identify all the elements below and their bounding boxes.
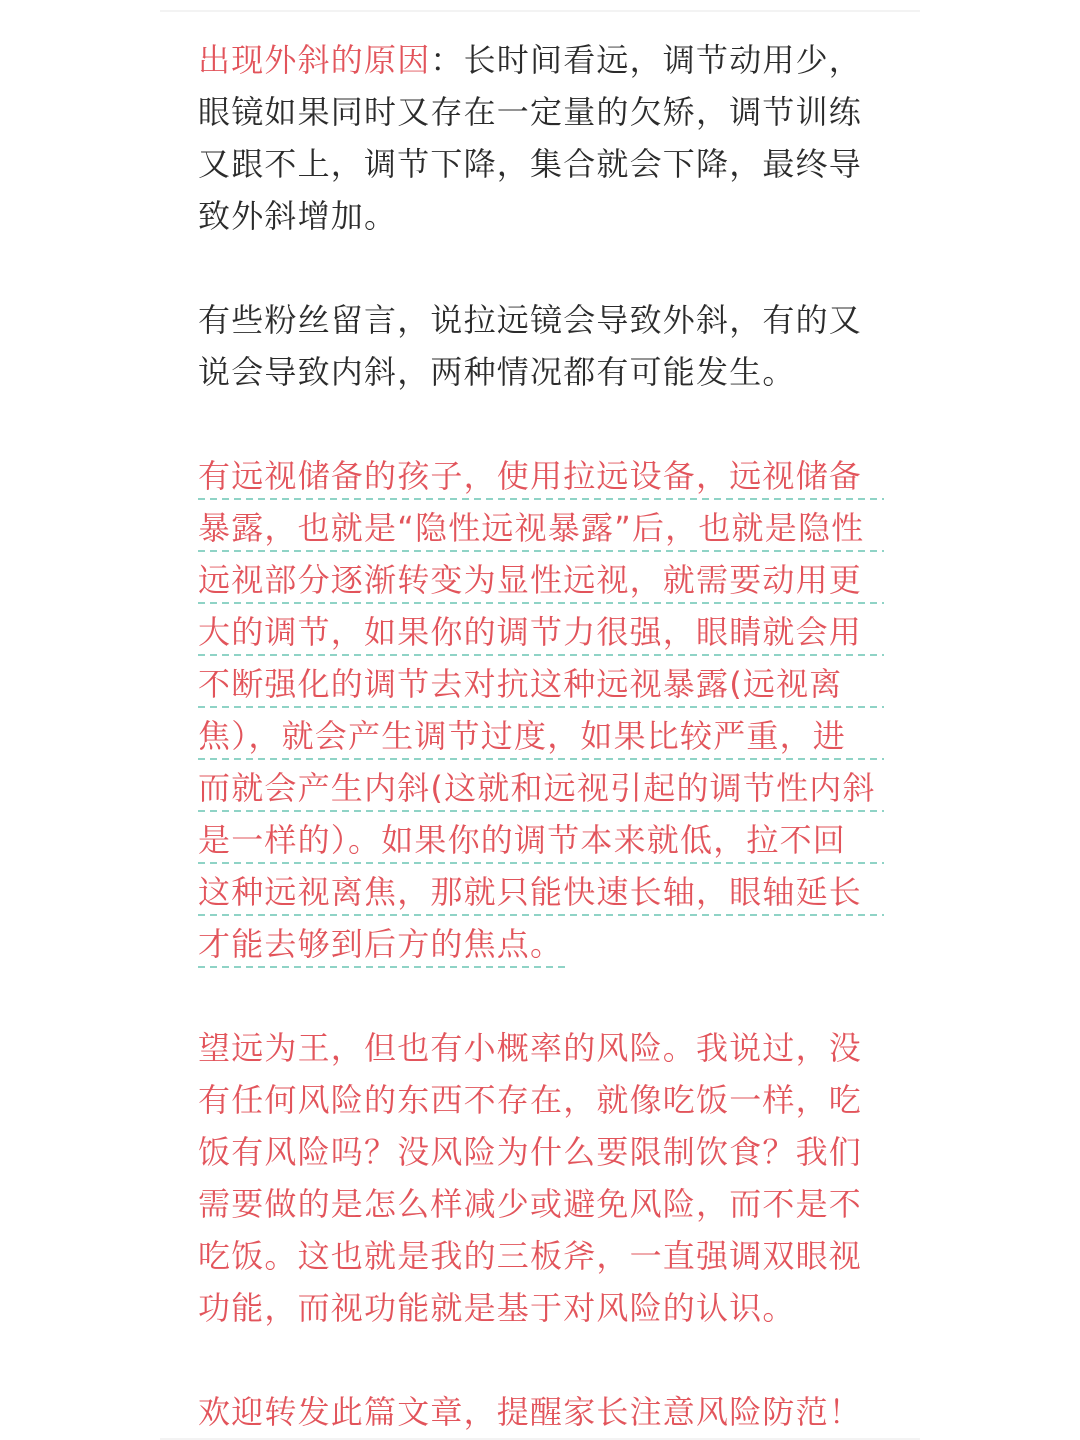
- paragraph-fans-comments: 有些粉丝留言，说拉远镜会导致外斜，有的又说会导致内斜，两种情况都有可能发生。: [198, 301, 863, 391]
- underlined-line: 是一样的）。如果你的调节本来就低，拉不回: [198, 814, 884, 866]
- underlined-line: 这种远视离焦，那就只能快速长轴，眼轴延长: [198, 866, 884, 918]
- paragraph-hyperopia-reserve: [198, 450, 884, 970]
- underlined-line: 远视部分逐渐转变为显性远视，就需要动用更: [198, 554, 884, 606]
- paragraph-risk: 望远为王，但也有小概率的风险。我说过，没有任何风险的东西不存在，就像吃饭一样，吃饭有风险吗？没风险为什么要限制饮食？我们需要做的是怎么样减少或避免风险，而不是不吃饭。这也就是我的三板斧，一直强调双眼视功能，而视功能就是基于对风险的认识。: [198, 1029, 863, 1327]
- underlined-line: 才能去够到后方的焦点。: [198, 918, 566, 970]
- underlined-line: 不断强化的调节去对抗这种远视暴露(远视离: [198, 658, 884, 710]
- underlined-line: 大的调节，如果你的调节力很强，眼睛就会用: [198, 606, 884, 658]
- underlined-line: 焦），就会产生调节过度，如果比较严重，进: [198, 710, 884, 762]
- paragraph-cause: [198, 34, 884, 242]
- paragraph-share-call: 欢迎转发此篇文章，提醒家长注意风险防范！: [198, 1393, 863, 1431]
- cause-text: ：长时间看远，调节动用少，眼镜如果同时又存在一定量的欠矫，调节训练又跟不上，调节下降，集合就会下降，最终导致外斜增加。: [198, 41, 863, 235]
- underlined-line: 有远视储备的孩子，使用拉远设备，远视储备: [198, 450, 884, 502]
- underlined-line: 而就会产生内斜(这就和远视引起的调节性内斜: [198, 762, 884, 814]
- article-body: [198, 34, 884, 1438]
- cause-heading: 出现外斜的原因: [198, 41, 431, 79]
- underlined-line: 暴露，也就是“隐性远视暴露”后，也就是隐性: [198, 502, 884, 554]
